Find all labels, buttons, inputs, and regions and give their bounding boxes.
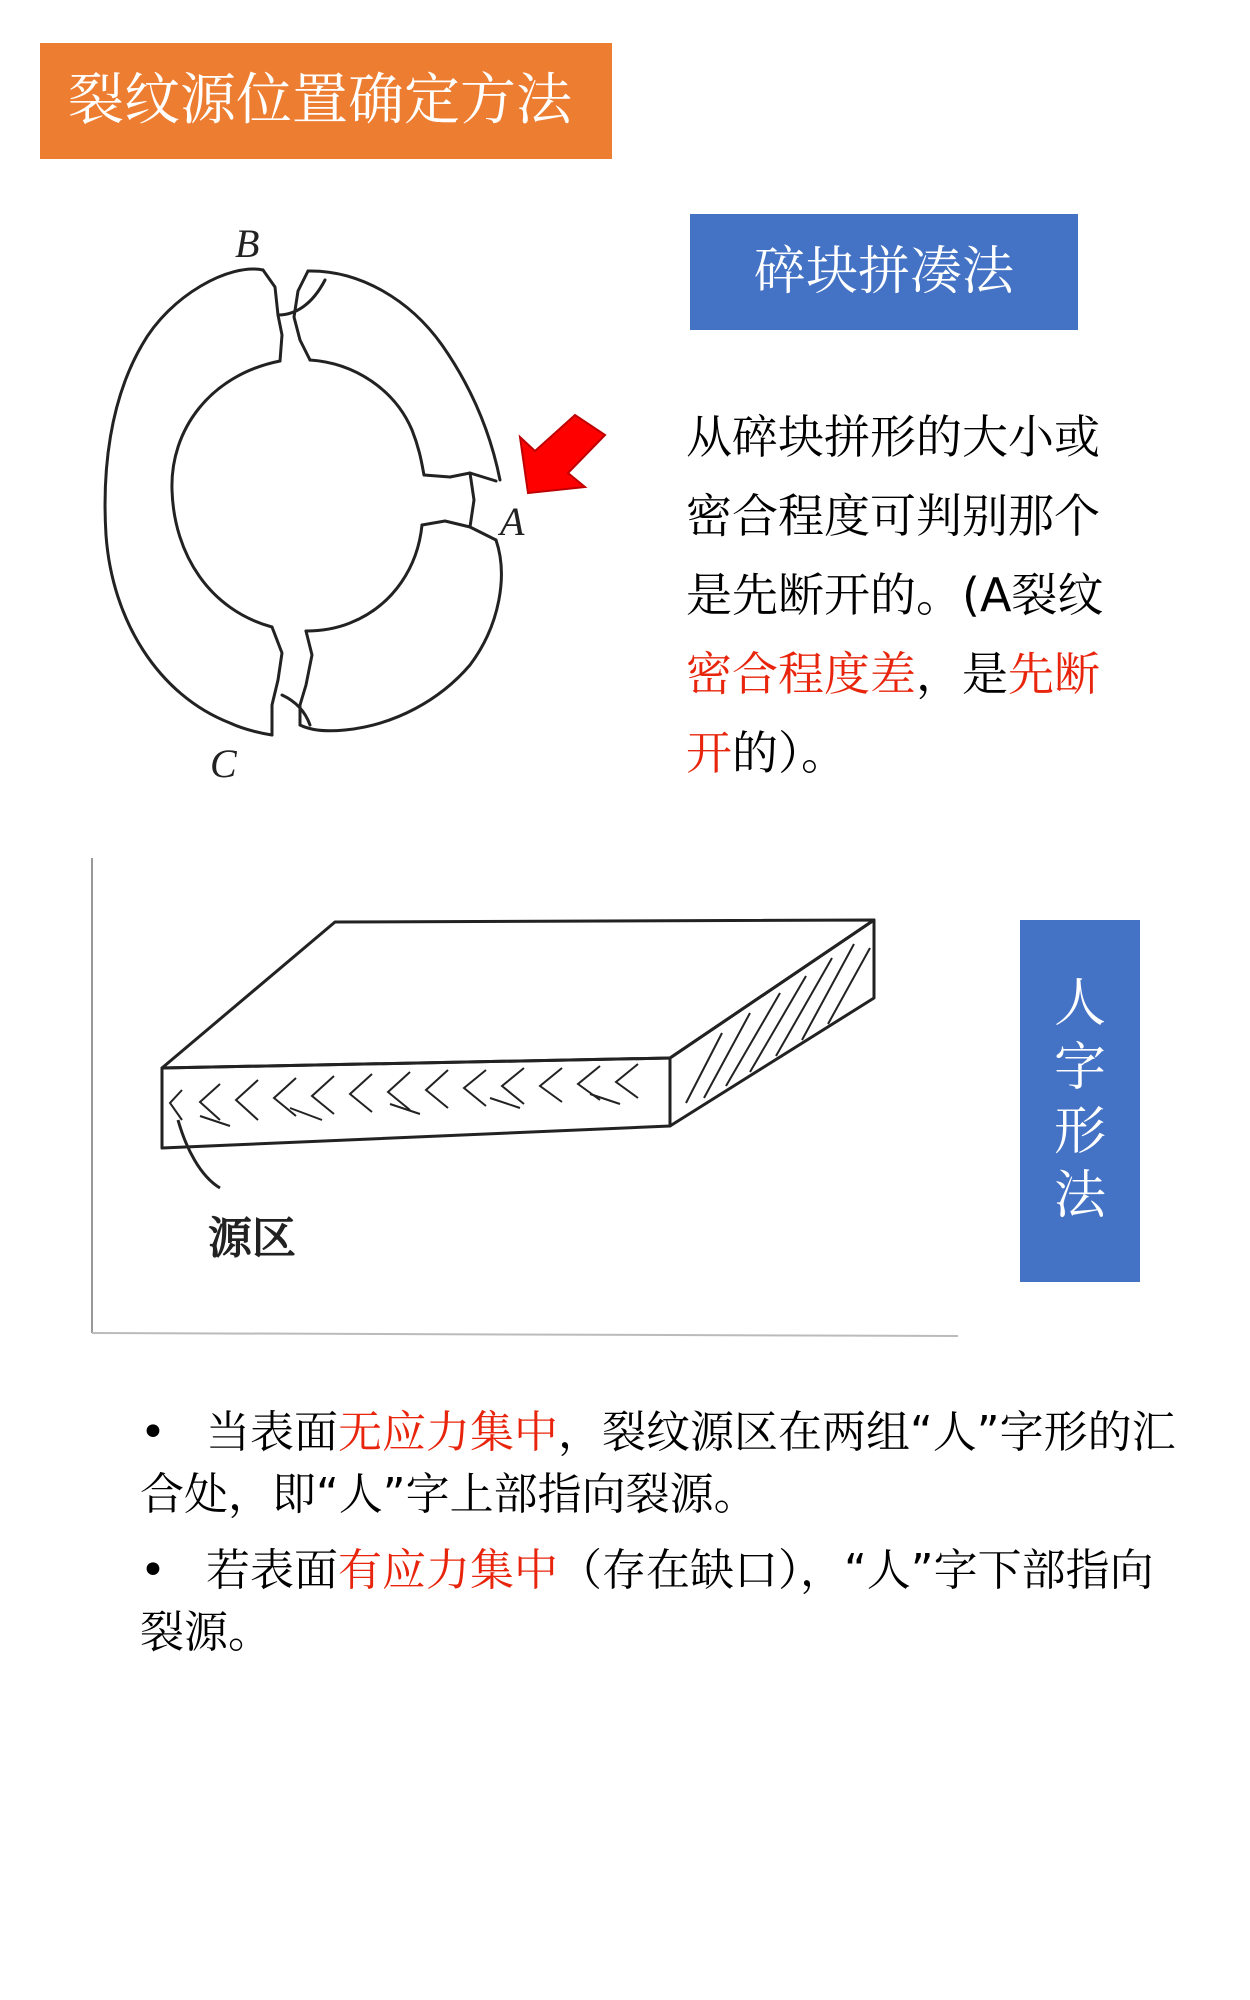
- description-line: [686, 556, 1166, 635]
- emphasis-text: 先断: [1008, 647, 1100, 701]
- bullet-text: 当表面: [206, 1407, 338, 1458]
- source-region-label: 源区: [208, 1214, 296, 1263]
- description-line: [686, 398, 1166, 477]
- figure-label-a: A: [500, 499, 525, 544]
- bullet-item: [140, 1540, 1180, 1664]
- description-line: [686, 635, 1166, 714]
- figure-label-b: B: [235, 225, 260, 266]
- bullet-item: [140, 1402, 1180, 1526]
- description-text: ，是: [916, 647, 1008, 701]
- method-label-fragment-assembly: 碎块拼凑法: [690, 214, 1078, 330]
- emphasis-text: 密合程度差: [686, 647, 916, 701]
- method-label-char: 法: [1053, 1166, 1106, 1226]
- bullet-text: ，裂纹源区在两组“人”字形的汇合处，即“人”字上部指向裂源。: [140, 1407, 1176, 1520]
- ring-fracture-figure: [50, 225, 630, 795]
- description-text: 是先断开的。(A裂纹: [686, 568, 1104, 622]
- bullet-marker: •: [140, 1545, 166, 1596]
- fragment-method-description: [686, 398, 1166, 793]
- red-arrow-icon: [520, 415, 605, 493]
- bullet-emphasis: 有应力集中: [338, 1545, 558, 1596]
- bullet-text: （存在缺口），“人”字下部指向裂源。: [140, 1545, 1154, 1658]
- description-line: [686, 714, 1166, 793]
- page-title: 裂纹源位置确定方法: [40, 43, 612, 159]
- description-text: 密合程度可判别那个: [686, 489, 1100, 543]
- plate-chevron-figure: [90, 858, 970, 1358]
- bullet-text: 若表面: [206, 1545, 338, 1596]
- figure-label-c: C: [210, 741, 237, 786]
- method-label-char: 人: [1053, 974, 1106, 1034]
- method-label-chevron: [1020, 920, 1140, 1282]
- description-line: [686, 477, 1166, 556]
- bullet-list: [140, 1402, 1180, 1678]
- method-label-char: 形: [1053, 1102, 1106, 1162]
- emphasis-text: 开: [686, 726, 732, 780]
- description-text: 的）。: [732, 726, 847, 780]
- description-text: 从碎块拼形的大小或: [686, 410, 1100, 464]
- method-label-char: 字: [1053, 1038, 1106, 1098]
- bullet-marker: •: [140, 1407, 166, 1458]
- bullet-emphasis: 无应力集中: [338, 1407, 558, 1458]
